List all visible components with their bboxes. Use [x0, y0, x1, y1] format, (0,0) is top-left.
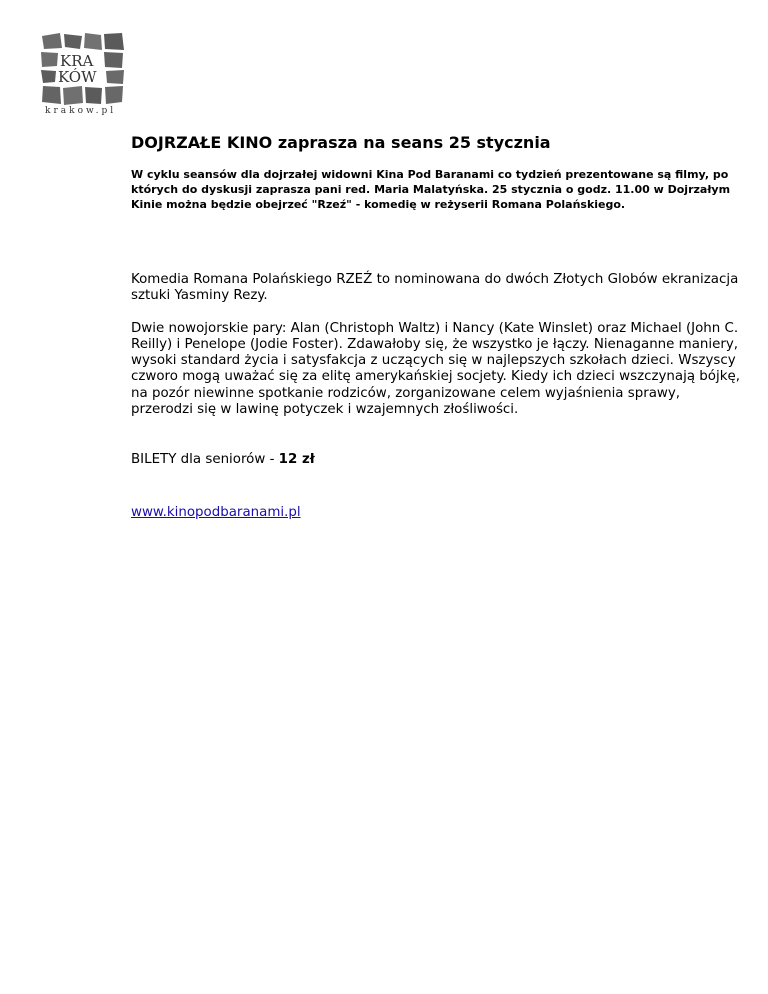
krakow-logo-graphic: [38, 30, 128, 110]
article-title: DOJRZAŁE KINO zaprasza na seans 25 stycznia: [131, 133, 551, 152]
article-lead: W cyklu seansów dla dojrzałej widowni Kina Pod Baranami co tydzień prezentowane są filmy, po których do dyskusji zaprasza pani red. Maria Malatyńska. 25 stycznia o godz. 11.00 w Dojrzałym Kinie można będzie obejrzeć "Rzeź" - komedię w reżyserii Romana Polańskiego.: [131, 168, 731, 211]
article: [131, 132, 741, 521]
logo-word-bottom: KÓW: [58, 68, 97, 86]
tickets-price: 12 zł: [278, 452, 315, 468]
tickets-info: [131, 452, 741, 468]
logo-caption: krakow.pl: [45, 106, 117, 116]
logo-word-top: KRA: [60, 52, 94, 70]
cinema-website-link[interactable]: www.kinopodbaranami.pl: [131, 504, 301, 520]
paragraph-2: Dwie nowojorskie pary: Alan (Christoph Waltz) i Nancy (Kate Winslet) oraz Michael (John C. Reilly) i Penelope (Jodie Foster). Zdawałoby się, że wszystko je łączy. Nienaganne maniery, wysoki standard życia i satysfakcja z uczących się w najlepszych szkołach dzieci. Wszyscy czworo mogą uważać się za elitę amerykańskiej socjety. Kiedy ich dzieci wszczynają bójkę, na pozór niewinne spotkanie rodziców, zorganizowane celem wyjaśnienia sprawy, przerodzi się w lawinę potyczek i wzajemnych złośliwości.: [131, 320, 740, 418]
paragraph-1: Komedia Romana Polańskiego RZEŹ to nominowana do dwóch Złotych Globów ekranizacja sztuki Yasminy Rezy.: [131, 272, 739, 304]
tickets-label: BILETY dla seniorów -: [131, 452, 279, 468]
